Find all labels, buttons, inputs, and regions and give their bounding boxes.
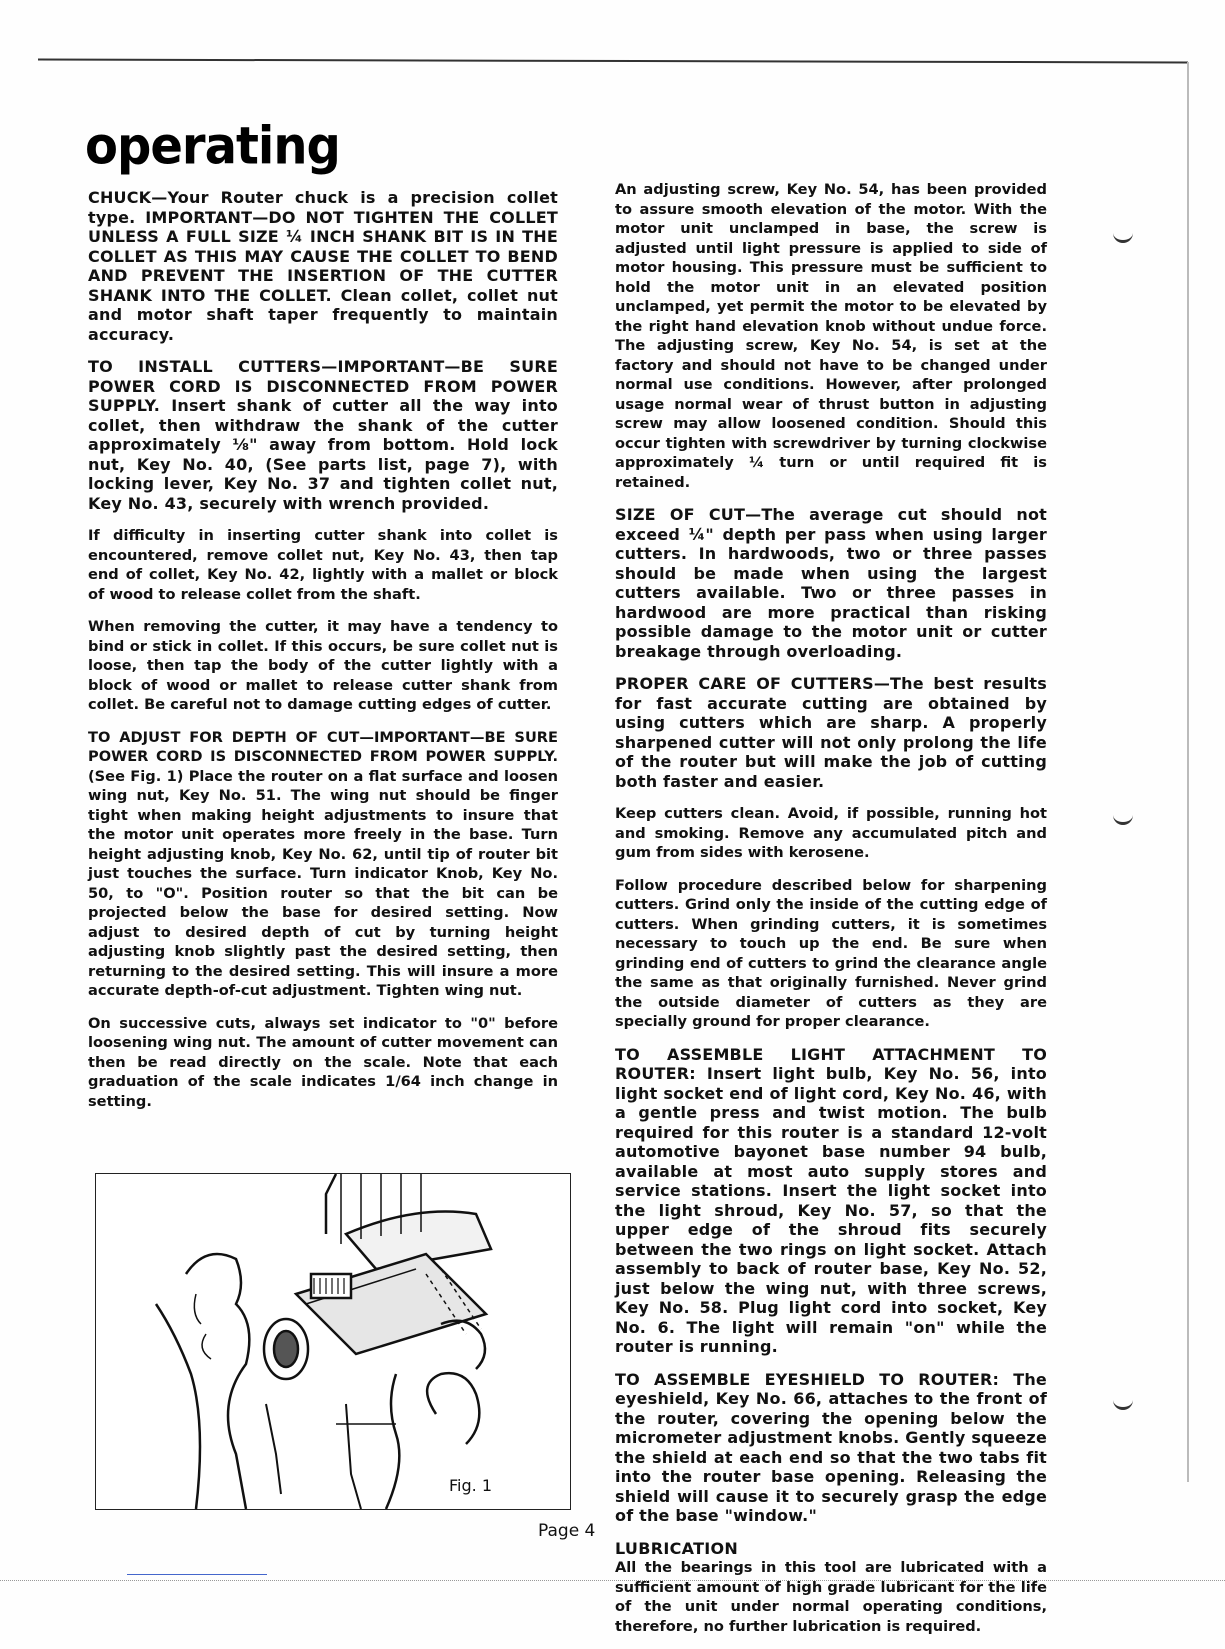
scan-edge-mark <box>127 1574 267 1575</box>
paragraph-adjusting-screw: An adjusting screw, Key No. 54, has been provided to assure smooth elevation of the motor. With the motor unit unclamped in base, the screw is adjusted until light pressure is applied to side of motor housing. This pressure must be sufficient to hold the motor unit in an elevated position unclamped, yet permit the motor to be elevated by the right hand elevation knob without undue force. The adjusting screw, Key No. 54, is set at the factory and should not have to be changed under normal use conditions. However, after prolonged usage normal wear of thrust button in adjusting screw may allow loosened condition. Should this occur tighten with screwdriver by turning clockwise approximately ¼ turn or until required fit is retained. <box>615 181 1047 491</box>
punch-hole-mark <box>1113 1395 1133 1410</box>
paragraph-lubrication: All the bearings in this tool are lubricated with a sufficient amount of high grade lubricant for the life of the unit under normal operating conditions, therefore, no further lubrication is required. <box>615 1559 1047 1635</box>
paragraph-keep-clean: Keep cutters clean. Avoid, if possible, running hot and smoking. Remove any accumulated pitch and gum from sides with kerosene. <box>615 805 1047 861</box>
punch-hole-mark <box>1113 228 1133 243</box>
top-rule <box>38 58 1188 63</box>
page-edge <box>1187 62 1189 1482</box>
paragraph-light-attachment: TO ASSEMBLE LIGHT ATTACHMENT TO ROUTER: Insert light bulb, Key No. 56, into light socket end of light cord, Key No. 46, with a gentle press and twist motion. The bulb required for this router is a standard 12-volt automotive bayonet base number 94 bulb, available at most auto supply stores and service stations. Insert the light socket into the light shroud, Key No. 57, so that the upper edge of the shroud fits securely between the two rings on light socket. Attach assembly to back of router base, Key No. 52, just below the wing nut, with three screws, Key No. 58. Plug light cord into socket, Key No. 6. The light will remain "on" while the router is running. <box>615 1044 1047 1356</box>
page-title: operating <box>85 115 340 177</box>
page-number: Page 4 <box>538 1521 596 1541</box>
punch-hole-mark <box>1113 810 1133 825</box>
left-column <box>88 188 558 1124</box>
scan-edge-dotted <box>0 1580 1225 1581</box>
router-illustration <box>96 1174 570 1509</box>
paragraph-install-cutters: TO INSTALL CUTTERS—IMPORTANT—BE SURE POWER CORD IS DISCONNECTED FROM POWER SUPPLY. Insert shank of cutter all the way into collet, then withdraw the shank of the cutter approximately ⅛" away from bottom. Hold lock nut, Key No. 40, (See parts list, page 7), with locking lever, Key No. 37 and tighten collet nut, Key No. 43, securely with wrench provided. <box>88 357 558 513</box>
figure-caption: Fig. 1 <box>449 1476 492 1495</box>
paragraph-care-of-cutters: PROPER CARE OF CUTTERS—The best results for fast accurate cutting are obtained by using cutters which are sharp. A properly sharpened cutter will not only prolong the life of the router but will make the job of cutting both faster and easier. <box>615 674 1047 791</box>
paragraph-sharpening: Follow procedure described below for sharpening cutters. Grind only the inside of the cutting edge of cutters. When grinding cutters, it is sometimes necessary to touch up the end. Be sure when grinding end of cutters to grind the clearance angle the same as that originally furnished. Never grind the outside diameter of cutters as they are specially ground for proper clearance. <box>615 876 1047 1030</box>
paragraph-chuck: CHUCK—Your Router chuck is a precision collet type. IMPORTANT—DO NOT TIGHTEN THE COLLET UNLESS A FULL SIZE ¼ INCH SHANK BIT IS IN THE COLLET AS THIS MAY CAUSE THE COLLET TO BEND AND PREVENT THE INSERTION OF THE CUTTER SHANK INTO THE COLLET. Clean collet, collet nut and motor shaft taper frequently to maintain accuracy. <box>88 188 558 344</box>
paragraph-eyeshield: TO ASSEMBLE EYESHIELD TO ROUTER: The eyeshield, Key No. 66, attaches to the front of the router, covering the opening below the micrometer adjustment knobs. Gently squeeze the shield at each end so that the two tabs fit into the router base opening. Releasing the shield will cause it to securely grasp the edge of the base "window." <box>615 1369 1047 1525</box>
paragraph-depth-of-cut: TO ADJUST FOR DEPTH OF CUT—IMPORTANT—BE SURE POWER CORD IS DISCONNECTED FROM POWER SUPPLY. (See Fig. 1) Place the router on a flat surface and loosen wing nut, Key No. 51. The wing nut should be finger tight when making height adjustments to insure that the motor unit operates more freely in the base. Turn height adjusting knob, Key No. 62, until tip of router bit just touches the surface. Turn indicator Knob, Key No. 50, to "O". Position router so that the bit can be projected below the base for desired setting. Now adjust to desired depth of cut by turning height adjusting knob slightly past the desired setting, then returning to the desired setting. This will insure a more accurate depth-of-cut adjustment. Tighten wing nut. <box>88 728 558 999</box>
paragraph-successive-cuts: On successive cuts, always set indicator to "0" before loosening wing nut. The amount of cutter movement can then be read directly on the scale. Note that each graduation of the scale indicates 1/64 inch change in setting. <box>88 1014 558 1110</box>
paragraph-removing-cutter: When removing the cutter, it may have a tendency to bind or stick in collet. If this occurs, be sure collet nut is loose, then tap the body of the cutter lightly with a block of wood or mallet to release cutter shank from collet. Be careful not to damage cutting edges of cutter. <box>88 618 558 713</box>
right-column <box>615 180 1047 1649</box>
paragraph-inserting-difficulty: If difficulty in inserting cutter shank into collet is encountered, remove collet nut, Key No. 43, then tap end of collet, Key No. 42, lightly with a mallet or block of wood to release collet from the shaft. <box>88 527 558 603</box>
figure-1 <box>95 1173 571 1510</box>
lubrication-heading: LUBRICATION <box>615 1538 739 1558</box>
paragraph-size-of-cut: SIZE OF CUT—The average cut should not exceed ¼" depth per pass when using larger cutters. In hardwoods, two or three passes should be made when using the largest cutters available. Two or three passes in hardwood are more practical than risking possible damage to the motor unit or cutter breakage through overloading. <box>615 505 1047 661</box>
